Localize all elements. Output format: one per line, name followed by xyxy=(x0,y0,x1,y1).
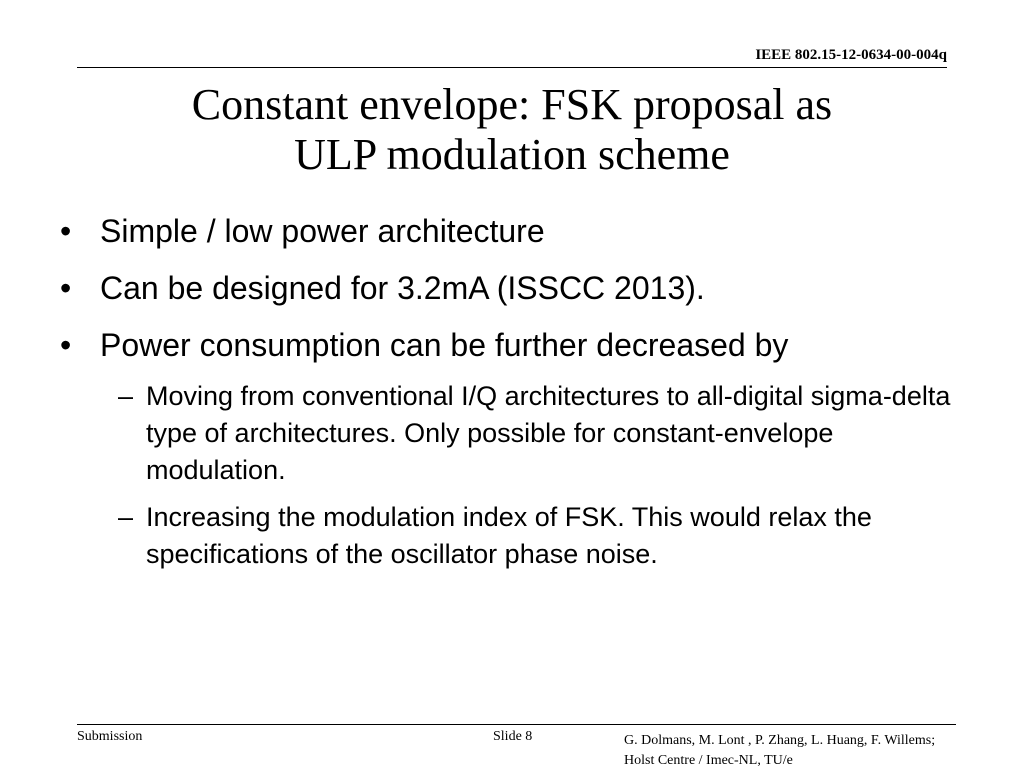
bullet-marker: • xyxy=(60,327,72,363)
sub-bullet-text: Moving from conventional I/Q architectures to all-digital sigma-delta type of architectures. Only possible for constant-envelope modulation. xyxy=(146,381,951,485)
slide-title xyxy=(80,80,944,180)
sub-bullet-item xyxy=(118,499,976,573)
bullet-text: Power consumption can be further decreased by xyxy=(100,327,789,363)
slide-number: Slide 8 xyxy=(493,729,533,744)
bullet-text: Can be designed for 3.2mA (ISSCC 2013). xyxy=(100,270,705,306)
slide-title-line-1: Constant envelope: FSK proposal as xyxy=(191,80,833,129)
footer-authors: G. Dolmans, M. Lont , P. Zhang, L. Huang, F. Willems; Holst Centre / Imec-NL, TU/e xyxy=(624,733,936,768)
bullet-item xyxy=(56,327,986,363)
bullet-item xyxy=(56,213,986,249)
header-rule xyxy=(77,67,947,68)
dash-marker: – xyxy=(118,502,134,532)
bullet-item xyxy=(56,270,986,306)
dash-marker: – xyxy=(118,381,134,411)
slide-body xyxy=(56,213,986,589)
document-id: IEEE 802.15-12-0634-00-004q xyxy=(755,47,947,63)
bullet-marker: • xyxy=(60,270,72,306)
bullet-text: Simple / low power architecture xyxy=(100,213,545,249)
sub-bullet-item xyxy=(118,378,976,489)
sub-bullet-text: Increasing the modulation index of FSK. This would relax the specifications of the oscillator phase noise. xyxy=(146,502,872,569)
footer-submission: Submission xyxy=(77,729,143,744)
bullet-marker: • xyxy=(60,213,72,249)
slide-title-line-2: ULP modulation scheme xyxy=(294,130,730,179)
footer-rule xyxy=(77,724,956,725)
